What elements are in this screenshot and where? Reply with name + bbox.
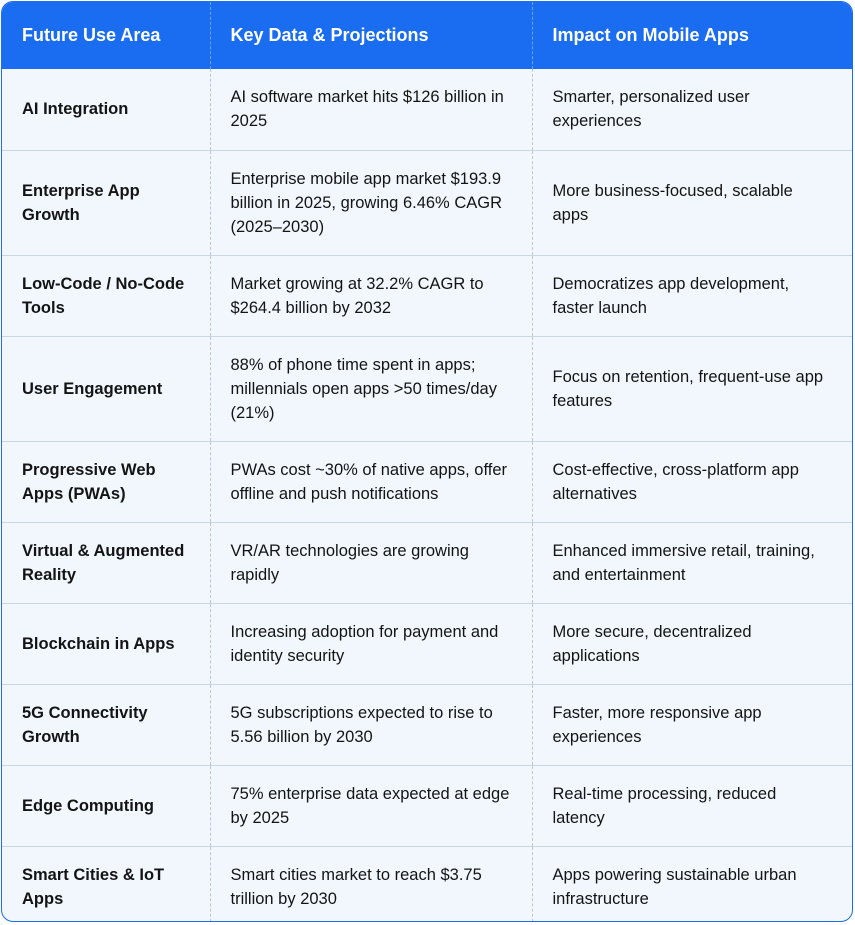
row-impact: Enhanced immersive retail, training, and entertainment — [532, 522, 852, 603]
header-future-use-area: Future Use Area — [22, 25, 161, 45]
row-impact: Focus on retention, frequent-use app features — [532, 336, 852, 441]
row-area: Virtual & Augmented Reality — [2, 522, 210, 603]
table-row — [2, 765, 852, 846]
row-data: Increasing adoption for payment and identity security — [210, 603, 532, 684]
table-row — [2, 441, 852, 522]
row-impact: More business-focused, scalable apps — [532, 150, 852, 255]
row-data: 88% of phone time spent in apps; millennials open apps >50 times/day (21%) — [210, 336, 532, 441]
table-header-row — [2, 2, 852, 69]
row-data: Enterprise mobile app market $193.9 billion in 2025, growing 6.46% CAGR (2025–2030) — [210, 150, 532, 255]
table-row — [2, 69, 852, 150]
row-area: Blockchain in Apps — [2, 603, 210, 684]
table-row — [2, 846, 852, 922]
row-impact: Smarter, personalized user experiences — [532, 69, 852, 150]
table-row — [2, 336, 852, 441]
row-data: 5G subscriptions expected to rise to 5.56 billion by 2030 — [210, 684, 532, 765]
table-row — [2, 522, 852, 603]
row-data: Market growing at 32.2% CAGR to $264.4 billion by 2032 — [210, 255, 532, 336]
row-impact: Faster, more responsive app experiences — [532, 684, 852, 765]
row-impact: Democratizes app development, faster launch — [532, 255, 852, 336]
row-data: VR/AR technologies are growing rapidly — [210, 522, 532, 603]
table-row — [2, 603, 852, 684]
row-data: 75% enterprise data expected at edge by 2025 — [210, 765, 532, 846]
header-key-data: Key Data & Projections — [210, 2, 532, 69]
header-impact: Impact on Mobile Apps — [532, 2, 852, 69]
table-row — [2, 255, 852, 336]
future-use-table — [1, 1, 853, 922]
table — [2, 2, 852, 922]
row-data: PWAs cost ~30% of native apps, offer offline and push notifications — [210, 441, 532, 522]
table-row — [2, 684, 852, 765]
row-impact: Cost-effective, cross-platform app alternatives — [532, 441, 852, 522]
row-area: User Engagement — [2, 336, 210, 441]
row-impact: More secure, decentralized applications — [532, 603, 852, 684]
row-area: Enterprise App Growth — [2, 150, 210, 255]
table-row — [2, 150, 852, 255]
row-area: Progressive Web Apps (PWAs) — [2, 441, 210, 522]
row-area: AI Integration — [22, 100, 129, 119]
row-area: Low-Code / No-Code Tools — [2, 255, 210, 336]
row-data: AI software market hits $126 billion in 2025 — [210, 69, 532, 150]
row-impact: Apps powering sustainable urban infrastructure — [532, 846, 852, 922]
row-area: Smart Cities & IoT Apps — [2, 846, 210, 922]
row-impact: Real-time processing, reduced latency — [532, 765, 852, 846]
row-data: Smart cities market to reach $3.75 trillion by 2030 — [210, 846, 532, 922]
row-area: 5G Connectivity Growth — [2, 684, 210, 765]
row-area: Edge Computing — [2, 765, 210, 846]
